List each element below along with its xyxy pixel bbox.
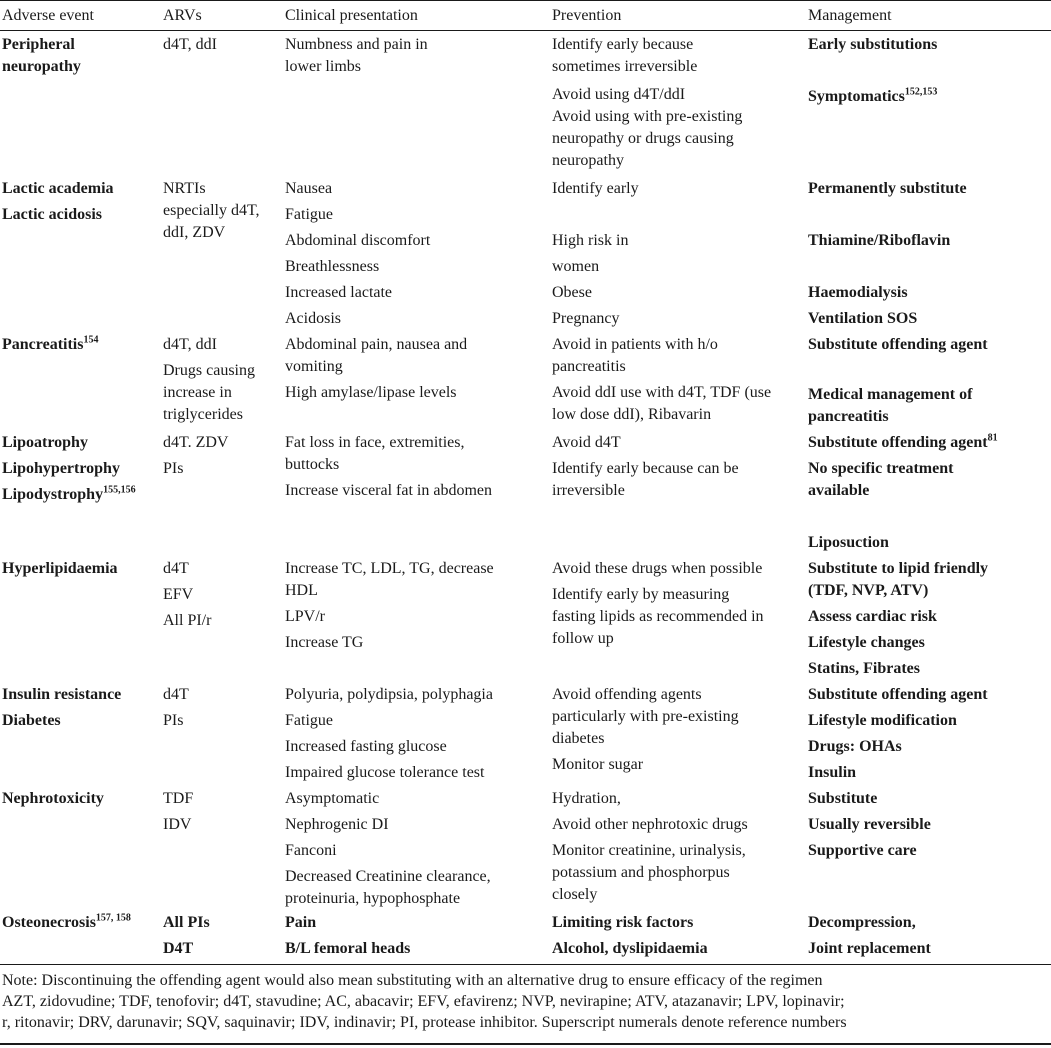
cell-text: buttocks bbox=[285, 456, 340, 473]
cell-line bbox=[285, 912, 316, 934]
cell-line bbox=[285, 710, 333, 732]
cell-text: Haemodialysis bbox=[808, 284, 908, 301]
cell-line bbox=[2, 558, 118, 580]
cell-line bbox=[285, 356, 343, 378]
cell-line bbox=[808, 684, 988, 706]
cell-line bbox=[285, 308, 341, 330]
column-header-adverse-event: Adverse event bbox=[2, 7, 94, 24]
cell-line bbox=[552, 628, 614, 650]
cell-line bbox=[285, 204, 333, 226]
cell-line bbox=[808, 814, 931, 836]
cell-text: Decreased Creatinine clearance, bbox=[285, 868, 491, 885]
cell-line bbox=[552, 308, 620, 330]
cell-text: Substitute to lipid friendly bbox=[808, 560, 989, 577]
cell-line bbox=[552, 334, 718, 356]
cell-text: lower limbs bbox=[285, 58, 361, 75]
cell-text: neuropathy bbox=[552, 152, 624, 169]
top-rule bbox=[0, 0, 1051, 1]
cell-text: Liposuction bbox=[808, 534, 889, 551]
cell-text: Avoid offending agents bbox=[552, 686, 702, 703]
cell-text: Lactic acidosis bbox=[2, 206, 102, 223]
cell-text: All PI/r bbox=[163, 612, 212, 629]
cell-text: follow up bbox=[552, 630, 614, 647]
cell-text: Permanently substitute bbox=[808, 180, 967, 197]
cell-line bbox=[163, 814, 191, 836]
cell-line bbox=[808, 86, 937, 108]
cell-line bbox=[2, 912, 131, 934]
cell-line bbox=[285, 282, 392, 304]
cell-text: Hyperlipidaemia bbox=[2, 560, 118, 577]
cell-line bbox=[808, 632, 925, 654]
cell-text: triglycerides bbox=[163, 406, 243, 423]
cell-text: Medical management of bbox=[808, 386, 973, 403]
cell-line bbox=[552, 150, 624, 172]
note-line: AZT, zidovudine; TDF, tenofovir; d4T, stavudine; AC, abacavir; EFV, efavirenz; NVP, nevirapine; ATV, atazanavir; LPV, lopinavir; bbox=[2, 993, 845, 1010]
cell-line bbox=[552, 56, 697, 78]
cell-line bbox=[552, 178, 639, 200]
cell-text: low dose ddI), Ribavarin bbox=[552, 406, 712, 423]
cell-line bbox=[163, 458, 183, 480]
cell-text: TDF bbox=[163, 790, 194, 807]
column-header-clinical-presentation: Clinical presentation bbox=[285, 7, 418, 24]
cell-text: Acidosis bbox=[285, 310, 341, 327]
cell-line bbox=[808, 762, 856, 784]
cell-line bbox=[163, 404, 243, 426]
cell-text: D4T bbox=[163, 940, 194, 957]
cell-line bbox=[285, 888, 460, 910]
cell-line bbox=[808, 282, 908, 304]
cell-line bbox=[285, 480, 492, 502]
cell-text: Nephrogenic DI bbox=[285, 816, 389, 833]
cell-text: Identify early by measuring bbox=[552, 586, 730, 603]
cell-line bbox=[808, 938, 931, 960]
cell-text: neuropathy or drugs causing bbox=[552, 130, 734, 147]
cell-text: Substitute offending agent bbox=[808, 434, 988, 451]
cell-text: Decompression, bbox=[808, 914, 916, 931]
cell-line bbox=[285, 762, 484, 784]
cell-line bbox=[552, 356, 626, 378]
cell-line bbox=[285, 788, 379, 810]
cell-text: Substitute bbox=[808, 790, 878, 807]
cell-text: Insulin resistance bbox=[2, 686, 122, 703]
cell-line bbox=[163, 178, 206, 200]
cell-text: Increased fasting glucose bbox=[285, 738, 447, 755]
cell-text: d4T. ZDV bbox=[163, 434, 229, 451]
cell-line bbox=[2, 204, 102, 226]
cell-line bbox=[552, 404, 711, 426]
cell-text: Lifestyle modification bbox=[808, 712, 957, 729]
cell-text: Avoid using d4T/ddI bbox=[552, 86, 686, 103]
cell-text: Drugs: OHAs bbox=[808, 738, 902, 755]
cell-text: Substitute offending agent bbox=[808, 686, 988, 703]
cell-text: Increase TC, LDL, TG, decrease bbox=[285, 560, 494, 577]
cell-text: Fanconi bbox=[285, 842, 337, 859]
cell-line bbox=[285, 684, 493, 706]
cell-text: (TDF, NVP, ATV) bbox=[808, 582, 929, 599]
cell-line bbox=[163, 938, 193, 960]
cell-line bbox=[2, 710, 61, 732]
cell-text: Lifestyle changes bbox=[808, 634, 925, 651]
cell-line bbox=[808, 788, 877, 810]
cell-line bbox=[552, 788, 621, 810]
cell-text: Alcohol, dyslipidaemia bbox=[552, 940, 708, 957]
cell-text: Hydration, bbox=[552, 790, 621, 807]
cell-text: Limiting risk factors bbox=[552, 914, 694, 931]
cell-text: High amylase/lipase levels bbox=[285, 384, 457, 401]
cell-line bbox=[552, 684, 702, 706]
cell-line bbox=[163, 382, 232, 404]
cell-line bbox=[2, 178, 114, 200]
cell-line bbox=[285, 230, 430, 252]
cell-line bbox=[285, 580, 318, 602]
cell-line bbox=[552, 862, 730, 884]
cell-text: HDL bbox=[285, 582, 318, 599]
cell-line bbox=[552, 706, 739, 728]
bottom-rule bbox=[0, 1043, 1051, 1045]
cell-text: Increase TG bbox=[285, 634, 364, 651]
cell-text: Peripheral bbox=[2, 36, 75, 53]
cell-text: Thiamine/Riboflavin bbox=[808, 232, 951, 249]
cell-line bbox=[808, 912, 916, 934]
cell-line bbox=[285, 558, 494, 580]
cell-line bbox=[552, 128, 734, 150]
note-line: r, ritonavir; DRV, darunavir; SQV, saquinavir; IDV, indinavir; PI, protease inhibitor. Superscript numerals denote reference numbers bbox=[2, 1014, 847, 1031]
cell-line bbox=[285, 432, 465, 454]
cell-text: neuropathy bbox=[2, 58, 81, 75]
cell-text: Polyuria, polydipsia, polyphagia bbox=[285, 686, 493, 703]
cell-text: Pancreatitis bbox=[2, 336, 84, 353]
column-header-prevention: Prevention bbox=[552, 7, 622, 24]
cell-text: B/L femoral heads bbox=[285, 940, 411, 957]
cell-text: Identify early bbox=[552, 180, 639, 197]
cell-text: vomiting bbox=[285, 358, 343, 375]
cell-line bbox=[163, 788, 193, 810]
reference-superscript: 154 bbox=[83, 334, 99, 346]
cell-line bbox=[163, 222, 225, 244]
cell-line bbox=[808, 710, 957, 732]
cell-line bbox=[163, 34, 217, 56]
cell-line bbox=[552, 728, 604, 750]
reference-superscript: 81 bbox=[987, 432, 998, 444]
cell-line bbox=[552, 754, 643, 776]
cell-text: Diabetes bbox=[2, 712, 61, 729]
cell-line bbox=[285, 56, 361, 78]
cell-text: Usually reversible bbox=[808, 816, 931, 833]
cell-text: diabetes bbox=[552, 730, 605, 747]
cell-line bbox=[163, 684, 189, 706]
cell-text: Lactic academia bbox=[2, 180, 114, 197]
cell-text: irreversible bbox=[552, 482, 625, 499]
cell-line bbox=[552, 584, 729, 606]
cell-text: Obese bbox=[552, 284, 592, 301]
cell-line bbox=[808, 840, 917, 862]
reference-superscript: 157, 158 bbox=[95, 912, 131, 924]
cell-line bbox=[552, 282, 592, 304]
cell-line bbox=[2, 56, 81, 78]
cell-text: Increase visceral fat in abdomen bbox=[285, 482, 493, 499]
cell-text: IDV bbox=[163, 816, 192, 833]
cell-line bbox=[163, 432, 228, 454]
cell-line bbox=[285, 632, 363, 654]
cell-text: Impaired glucose tolerance test bbox=[285, 764, 485, 781]
cell-line bbox=[2, 432, 88, 454]
cell-text: especially d4T, bbox=[163, 202, 260, 219]
cell-text: particularly with pre-existing bbox=[552, 708, 739, 725]
cell-text: pancreatitis bbox=[552, 358, 626, 375]
cell-text: d4T bbox=[163, 686, 189, 703]
cell-text: pancreatitis bbox=[808, 408, 889, 425]
cell-text: Pregnancy bbox=[552, 310, 620, 327]
cell-text: Early substitutions bbox=[808, 36, 938, 53]
cell-line bbox=[163, 200, 260, 222]
cell-line bbox=[552, 382, 771, 404]
cell-text: Pain bbox=[285, 914, 317, 931]
cell-text: High risk in bbox=[552, 232, 629, 249]
reference-superscript: 152,153 bbox=[904, 86, 938, 98]
cell-text: PIs bbox=[163, 460, 184, 477]
cell-line bbox=[285, 334, 467, 356]
cell-line bbox=[2, 788, 104, 810]
cell-line bbox=[552, 432, 621, 454]
table-end-rule bbox=[0, 964, 1051, 965]
cell-line bbox=[2, 34, 75, 56]
cell-line bbox=[808, 178, 967, 200]
cell-line bbox=[163, 334, 217, 356]
cell-line bbox=[163, 360, 255, 382]
cell-text: Identify early because bbox=[552, 36, 694, 53]
cell-text: Breathlessness bbox=[285, 258, 380, 275]
cell-text: Joint replacement bbox=[808, 940, 931, 957]
cell-text: Avoid in patients with h/o bbox=[552, 336, 718, 353]
cell-text: ddI, ZDV bbox=[163, 224, 226, 241]
cell-line bbox=[808, 230, 950, 252]
cell-text: Increased lactate bbox=[285, 284, 393, 301]
cell-text: Avoid using with pre-existing bbox=[552, 108, 743, 125]
cell-line bbox=[552, 884, 597, 906]
cell-text: Fat loss in face, extremities, bbox=[285, 434, 465, 451]
cell-line bbox=[2, 684, 121, 706]
cell-text: d4T, ddI bbox=[163, 36, 217, 53]
cell-line bbox=[552, 840, 746, 862]
column-header-management: Management bbox=[808, 7, 892, 24]
header-rule bbox=[0, 30, 1051, 31]
cell-text: d4T bbox=[163, 560, 189, 577]
cell-text: Drugs causing bbox=[163, 362, 255, 379]
reference-superscript: 155,156 bbox=[103, 484, 136, 496]
cell-line bbox=[808, 480, 869, 502]
cell-text: sometimes irreversible bbox=[552, 58, 698, 75]
cell-text: Assess cardiac risk bbox=[808, 608, 937, 625]
cell-line bbox=[808, 34, 937, 56]
cell-line bbox=[163, 558, 189, 580]
cell-line bbox=[163, 912, 210, 934]
cell-line bbox=[552, 84, 685, 106]
cell-line bbox=[285, 178, 332, 200]
cell-line bbox=[2, 334, 98, 356]
cell-text: Nephrotoxicity bbox=[2, 790, 104, 807]
cell-line bbox=[163, 710, 183, 732]
cell-text: increase in bbox=[163, 384, 232, 401]
cell-line bbox=[808, 736, 902, 758]
cell-text: Abdominal discomfort bbox=[285, 232, 431, 249]
cell-line bbox=[808, 308, 917, 330]
cell-text: Asymptomatic bbox=[285, 790, 380, 807]
cell-line bbox=[808, 558, 988, 580]
cell-text: Monitor creatinine, urinalysis, bbox=[552, 842, 746, 859]
cell-line bbox=[808, 384, 972, 406]
cell-line bbox=[2, 484, 136, 506]
cell-text: potassium and phosphorpus bbox=[552, 864, 730, 881]
cell-text: Identify early because can be bbox=[552, 460, 739, 477]
cell-text: Substitute offending agent bbox=[808, 336, 988, 353]
cell-text: closely bbox=[552, 886, 598, 903]
cell-text: Ventilation SOS bbox=[808, 310, 918, 327]
cell-text: Nausea bbox=[285, 180, 333, 197]
cell-line bbox=[808, 532, 889, 554]
cell-text: Monitor sugar bbox=[552, 756, 644, 773]
cell-line bbox=[808, 432, 998, 454]
cell-text: EFV bbox=[163, 586, 194, 603]
cell-line bbox=[552, 230, 628, 252]
cell-text: Insulin bbox=[808, 764, 857, 781]
cell-line bbox=[285, 454, 339, 476]
cell-text: NRTIs bbox=[163, 180, 206, 197]
column-header-arvs: ARVs bbox=[163, 7, 202, 24]
cell-line bbox=[285, 938, 410, 960]
cell-text: women bbox=[552, 258, 600, 275]
cell-text: available bbox=[808, 482, 870, 499]
cell-line bbox=[285, 34, 428, 56]
cell-line bbox=[552, 106, 742, 128]
cell-line bbox=[163, 610, 211, 632]
cell-text: Fatigue bbox=[285, 712, 333, 729]
cell-line bbox=[285, 606, 325, 628]
cell-line bbox=[285, 256, 379, 278]
cell-line bbox=[552, 814, 748, 836]
cell-text: No specific treatment bbox=[808, 460, 954, 477]
cell-line bbox=[285, 866, 491, 888]
cell-text: proteinuria, hypophosphate bbox=[285, 890, 461, 907]
cell-text: d4T, ddI bbox=[163, 336, 217, 353]
cell-text: Avoid ddI use with d4T, TDF (use bbox=[552, 384, 772, 401]
cell-text: Statins, Fibrates bbox=[808, 660, 920, 677]
cell-line bbox=[285, 840, 337, 862]
cell-line bbox=[808, 334, 988, 356]
cell-text: Lipodystrophy bbox=[2, 486, 104, 503]
cell-text: Supportive care bbox=[808, 842, 917, 859]
note-line: Note: Discontinuing the offending agent would also mean substituting with an alternative drug to ensure efficacy of the regimen bbox=[2, 972, 823, 989]
cell-line bbox=[552, 558, 762, 580]
cell-line bbox=[808, 406, 889, 428]
cell-text: Osteonecrosis bbox=[2, 914, 96, 931]
cell-line bbox=[552, 480, 625, 502]
cell-text: Abdominal pain, nausea and bbox=[285, 336, 468, 353]
cell-text: All PIs bbox=[163, 914, 210, 931]
cell-text: Avoid other nephrotoxic drugs bbox=[552, 816, 748, 833]
cell-line bbox=[808, 458, 953, 480]
cell-line bbox=[2, 458, 120, 480]
cell-text: Avoid these drugs when possible bbox=[552, 560, 763, 577]
cell-text: Lipohypertrophy bbox=[2, 460, 120, 477]
cell-line bbox=[552, 912, 693, 934]
cell-line bbox=[285, 736, 447, 758]
cell-line bbox=[552, 256, 599, 278]
cell-text: Avoid d4T bbox=[552, 434, 621, 451]
cell-text: Numbness and pain in bbox=[285, 36, 428, 53]
cell-line bbox=[285, 814, 389, 836]
cell-line bbox=[552, 34, 693, 56]
cell-text: Fatigue bbox=[285, 206, 333, 223]
cell-text: LPV/r bbox=[285, 608, 325, 625]
cell-line bbox=[552, 458, 739, 480]
cell-line bbox=[552, 938, 708, 960]
cell-line bbox=[808, 658, 920, 680]
cell-text: Lipoatrophy bbox=[2, 434, 88, 451]
cell-line bbox=[163, 584, 193, 606]
cell-line bbox=[285, 382, 457, 404]
cell-line bbox=[808, 580, 928, 602]
cell-text: PIs bbox=[163, 712, 184, 729]
cell-text: Symptomatics bbox=[808, 88, 905, 105]
cell-line bbox=[808, 606, 937, 628]
cell-line bbox=[552, 606, 764, 628]
cell-text: fasting lipids as recommended in bbox=[552, 608, 764, 625]
